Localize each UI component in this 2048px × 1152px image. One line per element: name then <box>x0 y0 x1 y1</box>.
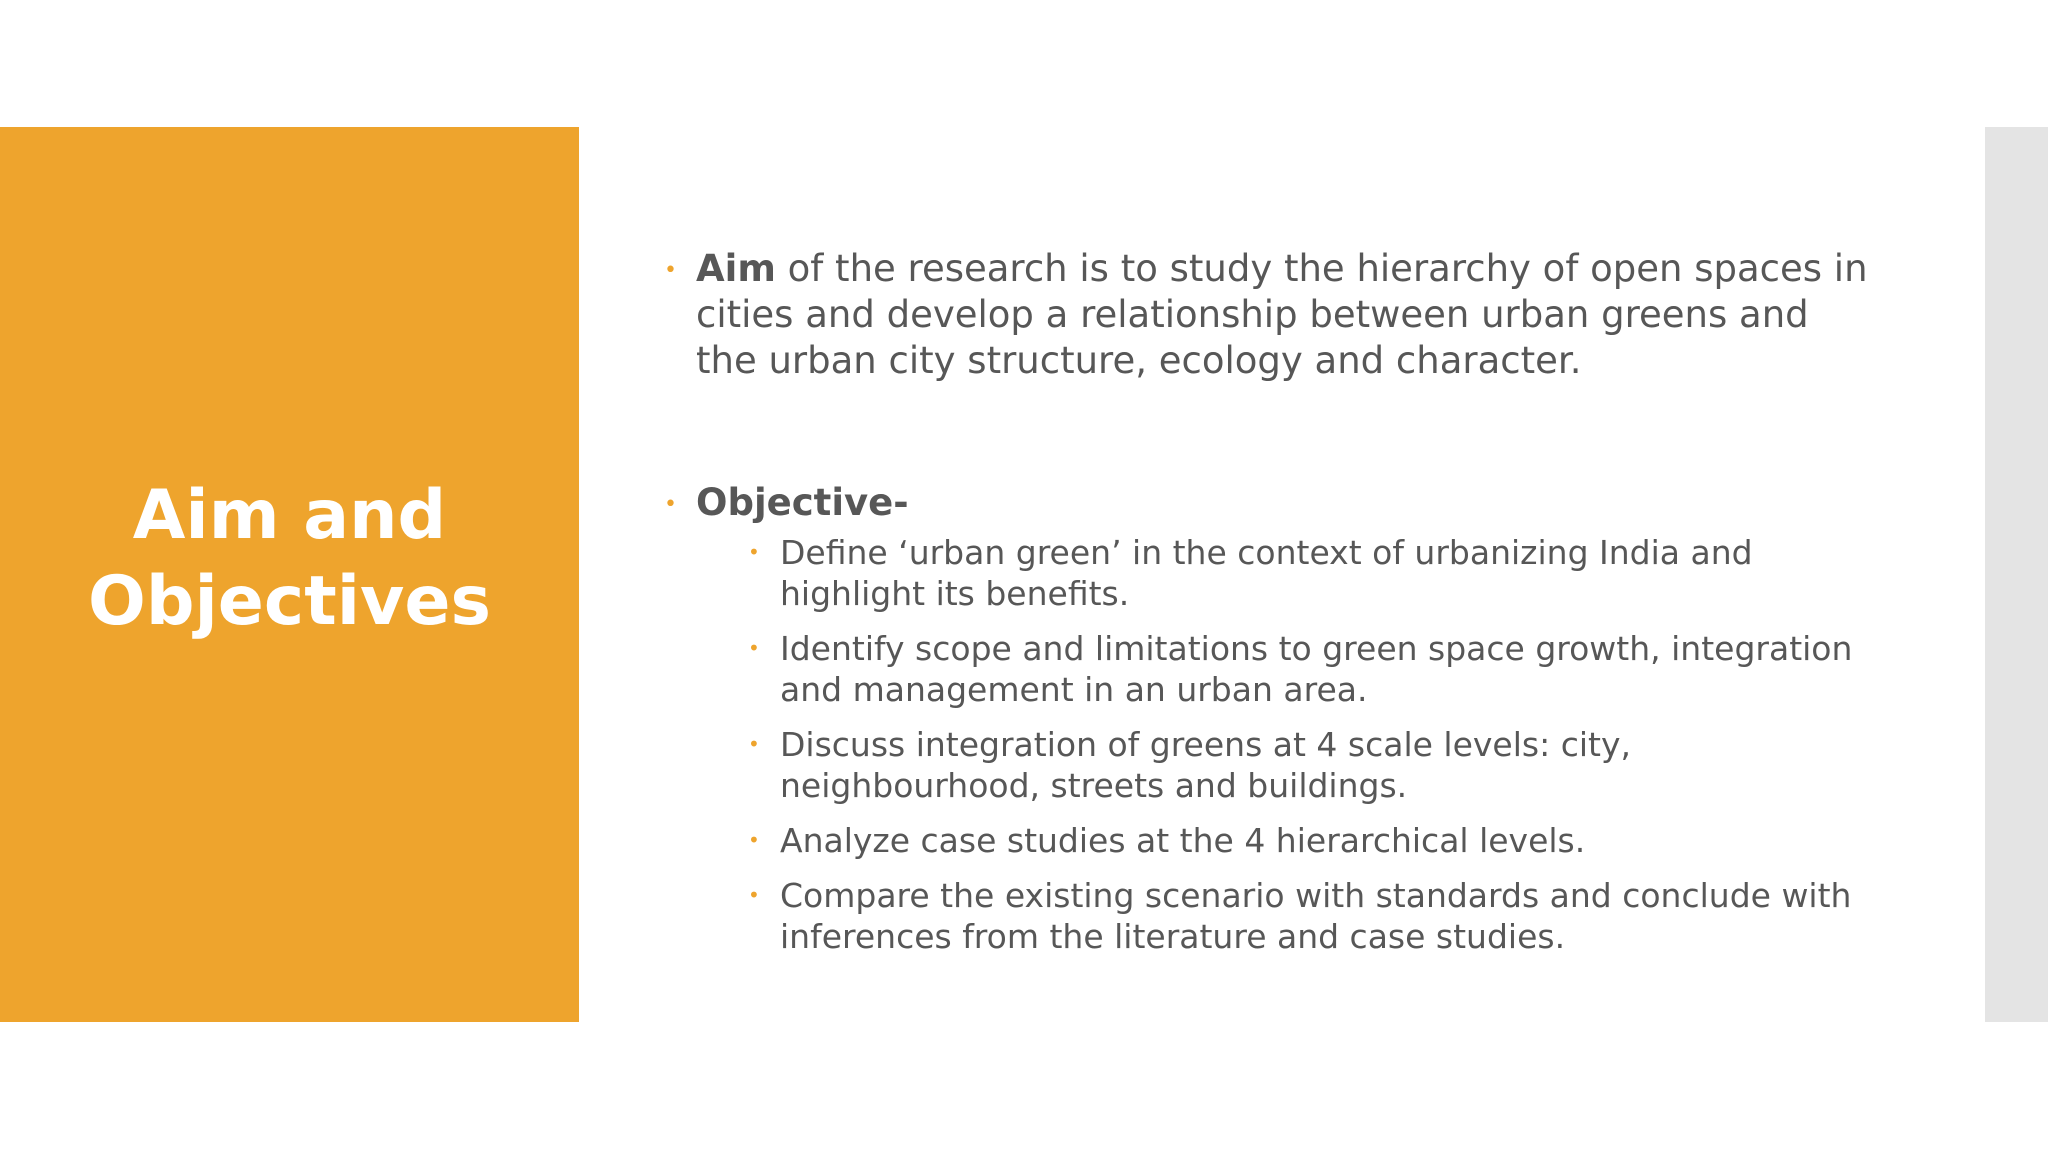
bullet-dot-icon: • <box>664 258 677 283</box>
aim-bullet <box>664 246 1876 384</box>
objective-label: Objective- <box>696 481 909 524</box>
title-panel <box>0 127 579 1022</box>
list-item-text: Compare the existing scenario with standards and conclude with inferences from the literature and case studies. <box>780 876 1852 956</box>
list-item <box>748 532 1880 614</box>
aim-label: Aim <box>696 247 776 290</box>
aim-text: of the research is to study the hierarchy of open spaces in cities and develop a relationship between urban greens and the urban city structure, ecology and character. <box>696 247 1868 382</box>
bullet-dot-icon: • <box>664 492 677 517</box>
list-item-text: Identify scope and limitations to green space growth, integration and management in an urban area. <box>780 629 1853 709</box>
bullet-dot-icon: • <box>748 828 760 852</box>
objective-list <box>664 532 1874 957</box>
bullet-dot-icon: • <box>748 883 760 907</box>
list-item <box>748 820 1880 861</box>
side-strip <box>1985 127 2048 1022</box>
objective-bullet <box>664 480 1874 526</box>
list-item <box>748 628 1880 710</box>
list-item <box>748 724 1880 806</box>
bullet-dot-icon: • <box>748 540 760 564</box>
list-item-text: Discuss integration of greens at 4 scale levels: city, neighbourhood, streets and buildings. <box>780 725 1631 805</box>
slide-title: Aim and Objectives <box>88 475 491 641</box>
list-item-text: Define ‘urban green’ in the context of urbanizing India and highlight its benefits. <box>780 533 1753 613</box>
bullet-dot-icon: • <box>748 732 760 756</box>
list-item <box>748 875 1880 957</box>
slide-body <box>664 246 1874 971</box>
list-item-text: Analyze case studies at the 4 hierarchical levels. <box>780 821 1586 860</box>
bullet-dot-icon: • <box>748 636 760 660</box>
